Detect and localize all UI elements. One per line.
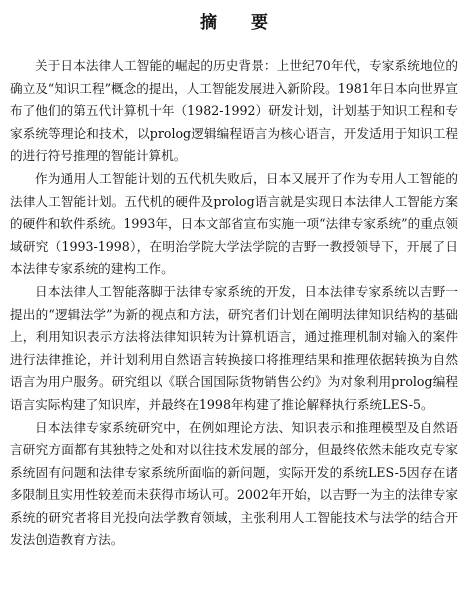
abstract-body: [10, 55, 458, 552]
paragraph-2: 作为通用人工智能计划的五代机失败后，日本又展开了作为专用人工智能的法律人工智能计划。五代机的硬件及prolog语言就是实现日本法律人工智能方案的硬件和软件系统。1993年，日本文部省宣布实施一项“法律专家系统”的重点领域研究（1993-1998），在明治学院大学法学院的吉野一教授领导下，开展了日本法律专家系统的建构工作。: [10, 170, 458, 277]
paragraph-4: 日本法律专家系统研究中，在例如理论方法、知识表示和推理模型及自然语言研究方面都有其独特之处和对以往技术发展的部分，但最终依然未能攻克专家系统固有问题和法律专家系统所面临的新问题，实际开发的系统LES-5因存在诸多限制且实用性较差而未获得市场认可。2002年开始，以吉野一为主的法律专家系统的研究者将目光投向法学教育领域，主张利用人工智能技术与法学的结合开发法创造教育方法。: [10, 419, 458, 548]
abstract-title: 摘 要: [200, 13, 282, 33]
paragraph-3: 日本法律人工智能落脚于法律专家系统的开发，日本法律专家系统以吉野一提出的“逻辑法学”为新的视点和方法，研究者们计划在阐明法律知识结构的基础上，利用知识表示方法将法律知识转为计算机语言，通过推理机制对输入的案件进行法律推论，并计划利用自然语言转换接口将推理结果和推理依据转换为自然语言为用户服务。研究组以《联合国国际货物销售公约》为对象利用prolog编程语言实际构建了知识库，并最终在1998年构建了推论解释执行系统LES-5。: [10, 283, 458, 412]
paragraph-1: 关于日本法律人工智能的崛起的历史背景：上世纪70年代，专家系统地位的确立及“知识工程”概念的提出，人工智能发展进入新阶段。1981年日本向世界宣布了他们的第五代计算机十年（1982-1992）研发计划，计划基于知识工程和专家系统等理论和技术，以prolog逻辑编程语言为核心语言，开发适用于知识工程的进行符号推理的智能计算机。: [10, 58, 458, 164]
